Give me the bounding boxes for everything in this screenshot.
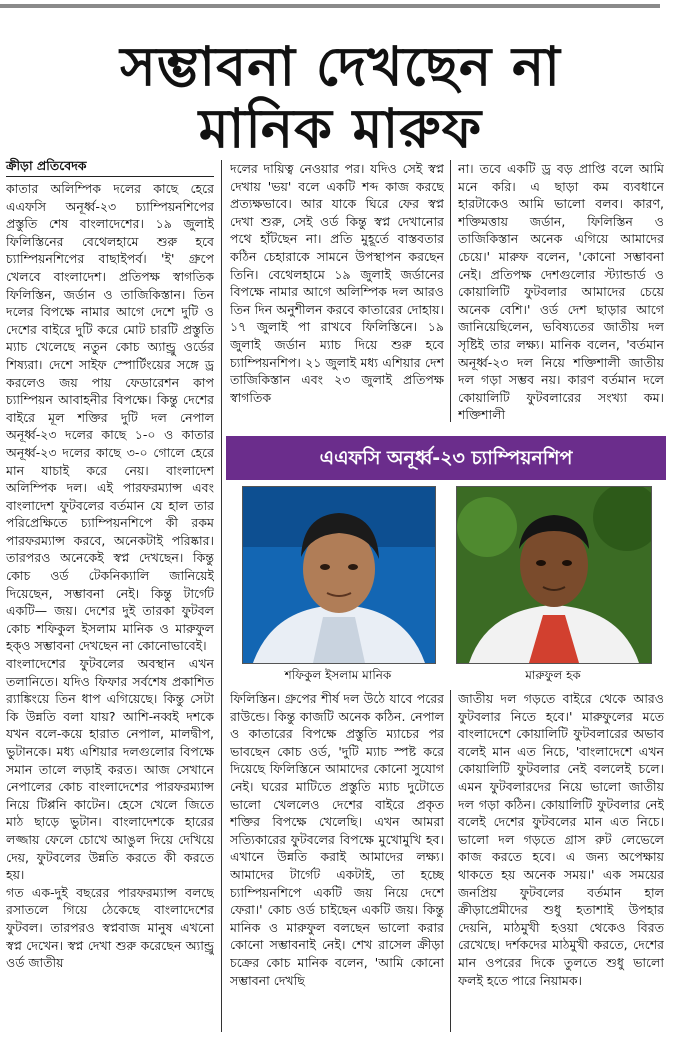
article-paragraph: জাতীয় দল গড়তে বাইরে থেকে আরও ফুটবলার নিতে হবে।' মারুফুলের মতে বাংলাদেশে কোয়ালিটি ফুটবলারের অভাব বলেই মান এত নিচে, 'বাংলাদেশে এখন কোয়ালিটি ফুটবলার নেই বললেই চলে। এমন ফুটবলারদের নিয়ে ভালো জাতীয় দল গড়া কঠিন। কোয়ালিটি ফুটবলার নেই বলেই দেশের ফুটবলের মান এত নিচে। ভালো দল গড়তে গ্রাস রুট লেভেলে কাজ করতে হবে। এ জন্য অপেক্ষায় থাকতে হয় অনেক সময়।' এক সময়ের জনপ্রিয় ফুটবলের বর্তমান হাল ক্রীড়াপ্রেমীদের শুধু হতাশাই উপহার দেয়নি, মাঠমুখী হওয়া থেকেও বিরত রেখেছে। দর্শকদের মাঠমুখী করতে, দেশের মান ওপরের দিকে তুলতে শুধু ভালো ফলই হতে পারে নিয়ামক। bbox=[458, 691, 664, 988]
top-rule bbox=[0, 4, 660, 8]
photo-caption-left: শফিকুল ইসলাম মানিক bbox=[284, 668, 392, 682]
article-paragraph: কাতার অলিম্পিক দলের কাছে হেরে এএফসি অনূর্ধ্ব-২৩ চ্যাম্পিয়নশিপের প্রস্তুতি শেষ বাংলাদেশের। ১৯ জুলাই ফিলিস্তিনের বেথেলহামে শুরু হবে চ্যাম্পিয়নশিপের বাছাইপর্ব। 'ই' গ্রুপে খেলবে বাংলাদেশ। প্রতিপক্ষ স্বাগতিক ফিলিস্তিন, জর্ডান ও তাজিকিস্তান। তিন দলের বিপক্ষে নামার আগে দেশে দুটি ও দেশের বাইরে দুটি করে মোট চারটি প্রস্তুতি ম্যাচ খেলেছে নতুন কোচ অ্যান্ড্রু ওর্ডের শিষ্যরা। দেশে সাইফ স্পোর্টিংয়ের সঙ্গে ড্র করলেও জয় পায় ফেডারেশন কাপ চ্যাম্পিয়ন আবাহনীর বিপক্ষে। কিন্তু দেশের বাইরে মূল শক্তির দুটি দল নেপাল অনূর্ধ্ব-২৩ দলের কাছে ১-০ ও কাতার অনূর্ধ্ব-২৩ দলের কাছে ৩-০ গোলে হেরে মান যাচাই করে নেয়। বাংলাদেশ অলিম্পিক দল। এই পারফরম্যান্স এবং বাংলাদেশ ফুটবলের বর্তমান যে হাল তার পরিপ্রেক্ষিতে চ্যাম্পিয়নশিপে কী রকম পারফরম্যান্স করবে, অনেকটাই পরিষ্কার। তারপরও অনেকেই স্বপ্ন দেখছেন। কিন্তু কোচ ওর্ড টেকনিক্যালি জানিয়েই দিয়েছেন, সম্ভাবনা নেই। কিন্তু টার্গেট একটি— জয়। দেশের দুই তারকা ফুটবল কোচ শফিকুল ইসলাম মানিক ও মারুফুল হক্‌ও সম্ভাবনা দেখছেন না কোনোভাবেই। bbox=[6, 181, 214, 654]
photo-shafiqul-islam-manik bbox=[242, 486, 436, 664]
article-paragraph: না। তবে একটি ড্র বড় প্রাপ্তি বলে আমি মনে করি। এ ছাড়া কম ব্যবধানে হারটাকেও আমি ভালো বলব। কারণ, শক্তিমত্তায় জর্ডান, ফিলিস্তিন ও তাজিকিস্তান অনেক এগিয়ে আমাদের চেয়ে।' মারুফ বলেন, 'কোনো সম্ভাবনা নেই। প্রতিপক্ষ দেশগুলোর স্ট্যান্ডার্ড ও কোয়ালিটি ফুটবলার আমাদের চেয়ে অনেক বেশি।' ওর্ড দেশ ছাড়ার আগে জানিয়েছিলেন, ভবিষ্যতের জাতীয় দল সৃষ্টিই তার লক্ষ্য। মানিক বলেন, 'বর্তমান অনূর্ধ্ব-২৩ দল নিয়ে শক্তিশালী জাতীয় দল গড়া সম্ভব নয়। কারণ বর্তমান দলে কোয়ালিটি ফুটবলারের সংখ্যা কম। শক্তিশালী bbox=[458, 161, 664, 422]
article-paragraph: ফিলিস্তিন। গ্রুপের শীর্ষ দল উঠে যাবে পরের রাউন্ডে। কিন্তু কাজটি অনেক কঠিন. নেপাল ও কাতারের বিপক্ষে প্রস্তুতি ম্যাচের পর ভাবছেন কোচ ওর্ড, 'দুটি ম্যাচ স্পষ্ট করে দিয়েছে ফিলিস্তিনে আমাদের কোনো সুযোগ নেই। ঘরের মাটিতে প্রস্তুতি ম্যাচ দুটোতে ভালো খেললেও দেশের বাইরে প্রকৃত শক্তির বিপক্ষে খেলেছি। এখন আমরা সত্যিকারের ফুটবলের বিপক্ষে মুখোমুখি হব। এখানে উন্নতি করাই আমাদের লক্ষ্য। আমাদের টার্গেট একটাই, তা হচ্ছে চ্যাম্পিয়নশিপে একটি জয় নিয়ে দেশে ফেরা।' কোচ ওর্ড চাইছেন একটি জয়। কিন্তু মানিক ও মারুফুল বলছেন ভালো করার কোনো সম্ভাবনাই নেই। শেখ রাসেল ক্রীড়া চক্রের কোচ মানিক বলেন, 'আমি কোনো সম্ভাবনা দেখছি bbox=[230, 691, 444, 988]
portrait-image bbox=[457, 487, 651, 663]
article-column-5 bbox=[458, 690, 664, 1032]
photo-marufful-haque bbox=[456, 486, 652, 664]
article-paragraph: বাংলাদেশের ফুটবলের অবস্থান এখন তলানিতে। যদিও ফিফার সর্বশেষ প্রকাশিত র‍্যাঙ্কিংয়ে তিন ধাপ এগিয়েছে। কিন্তু সেটা কি উন্নতি বলা যায়? আশি-নব্বই দশকে যখন বলে-কয়ে হারাত নেপাল, মালদ্বীপ, ভুটানকে। মধ্য এশিয়ার দলগুলোর বিপক্ষে সমান তালে লড়াই করত। আজ সেখানে নেপালের কোচ বাংলাদেশের পারফরম্যান্স নিয়ে টিপ্পনি কাটেন। হেসে খেলে জিতে মাঠ ছাড়ে ভুটান। বাংলাদেশকে হারের লজ্জায় ফেলে চোখে আঙুল দিয়ে দেখিয়ে দেয়, ফুটবলের উন্নতি করতে কী করতে হয়। bbox=[6, 656, 214, 883]
article-column-4 bbox=[230, 690, 444, 1032]
column-divider bbox=[450, 160, 451, 422]
section-banner: এএফসি অনূর্ধ্ব-২৩ চ্যাম্পিয়নশিপ bbox=[226, 436, 666, 480]
photo-caption-right: মারুফুল হক bbox=[525, 668, 581, 682]
article-column-3 bbox=[458, 160, 664, 422]
byline: ক্রীড়া প্রতিবেদক bbox=[6, 158, 87, 173]
article-paragraph: গত এক-দুই বছরের পারফরম্যান্স বলছে রসাতলে গিয়ে ঠেকেছে বাংলাদেশের ফুটবল। তারপরও স্বপ্নবাজ মানুষ এখনো স্বপ্ন দেখেন। স্বপ্ন দেখা শুরু করেছেন অ্যান্ড্রু ওর্ড জাতীয় bbox=[6, 884, 214, 971]
article-paragraph: দলের দায়িত্ব নেওয়ার পর। যদিও সেই স্বপ্ন দেখায় 'ভয়' বলে একটি শব্দ কাজ করছে প্রত্যক্ষভাবে। আর যাকে ঘিরে ফের স্বপ্ন দেখা শুরু, সেই ওর্ড কিন্তু স্বপ্ন দেখানোর পথে হাঁটছেন না। প্রতি মুহূর্তে বাস্তবতার কঠিন চেহারাকে সামনে উপস্থাপন করছেন তিনি। বেথেলহামে ১৯ জুলাই জর্ডানের বিপক্ষে নামার আগে অলিম্পিক দল আরও তিন দিন অনুশীলন করবে কাতারের দোহায়। ১৭ জুলাই পা রাখবে ফিলিস্তিনে। ১৯ জুলাই জর্ডান ম্যাচ দিয়ে শুরু হবে চ্যাম্পিয়নশিপ। ২১ জুলাই মধ্য এশিয়ার দেশ তাজিকিস্তান এবং ২৩ জুলাই প্রতিপক্ষ স্বাগতিক bbox=[230, 161, 444, 405]
article-column-1 bbox=[6, 180, 214, 1032]
column-divider bbox=[221, 160, 222, 1032]
headline-line-2: মানিক মারুফ bbox=[198, 97, 483, 160]
article-column-2 bbox=[230, 160, 444, 422]
portrait-image bbox=[243, 487, 435, 663]
headline-line-1: সম্ভাবনা দেখছেন না bbox=[120, 35, 561, 98]
column-divider bbox=[450, 690, 451, 1032]
byline-rule bbox=[6, 176, 214, 177]
